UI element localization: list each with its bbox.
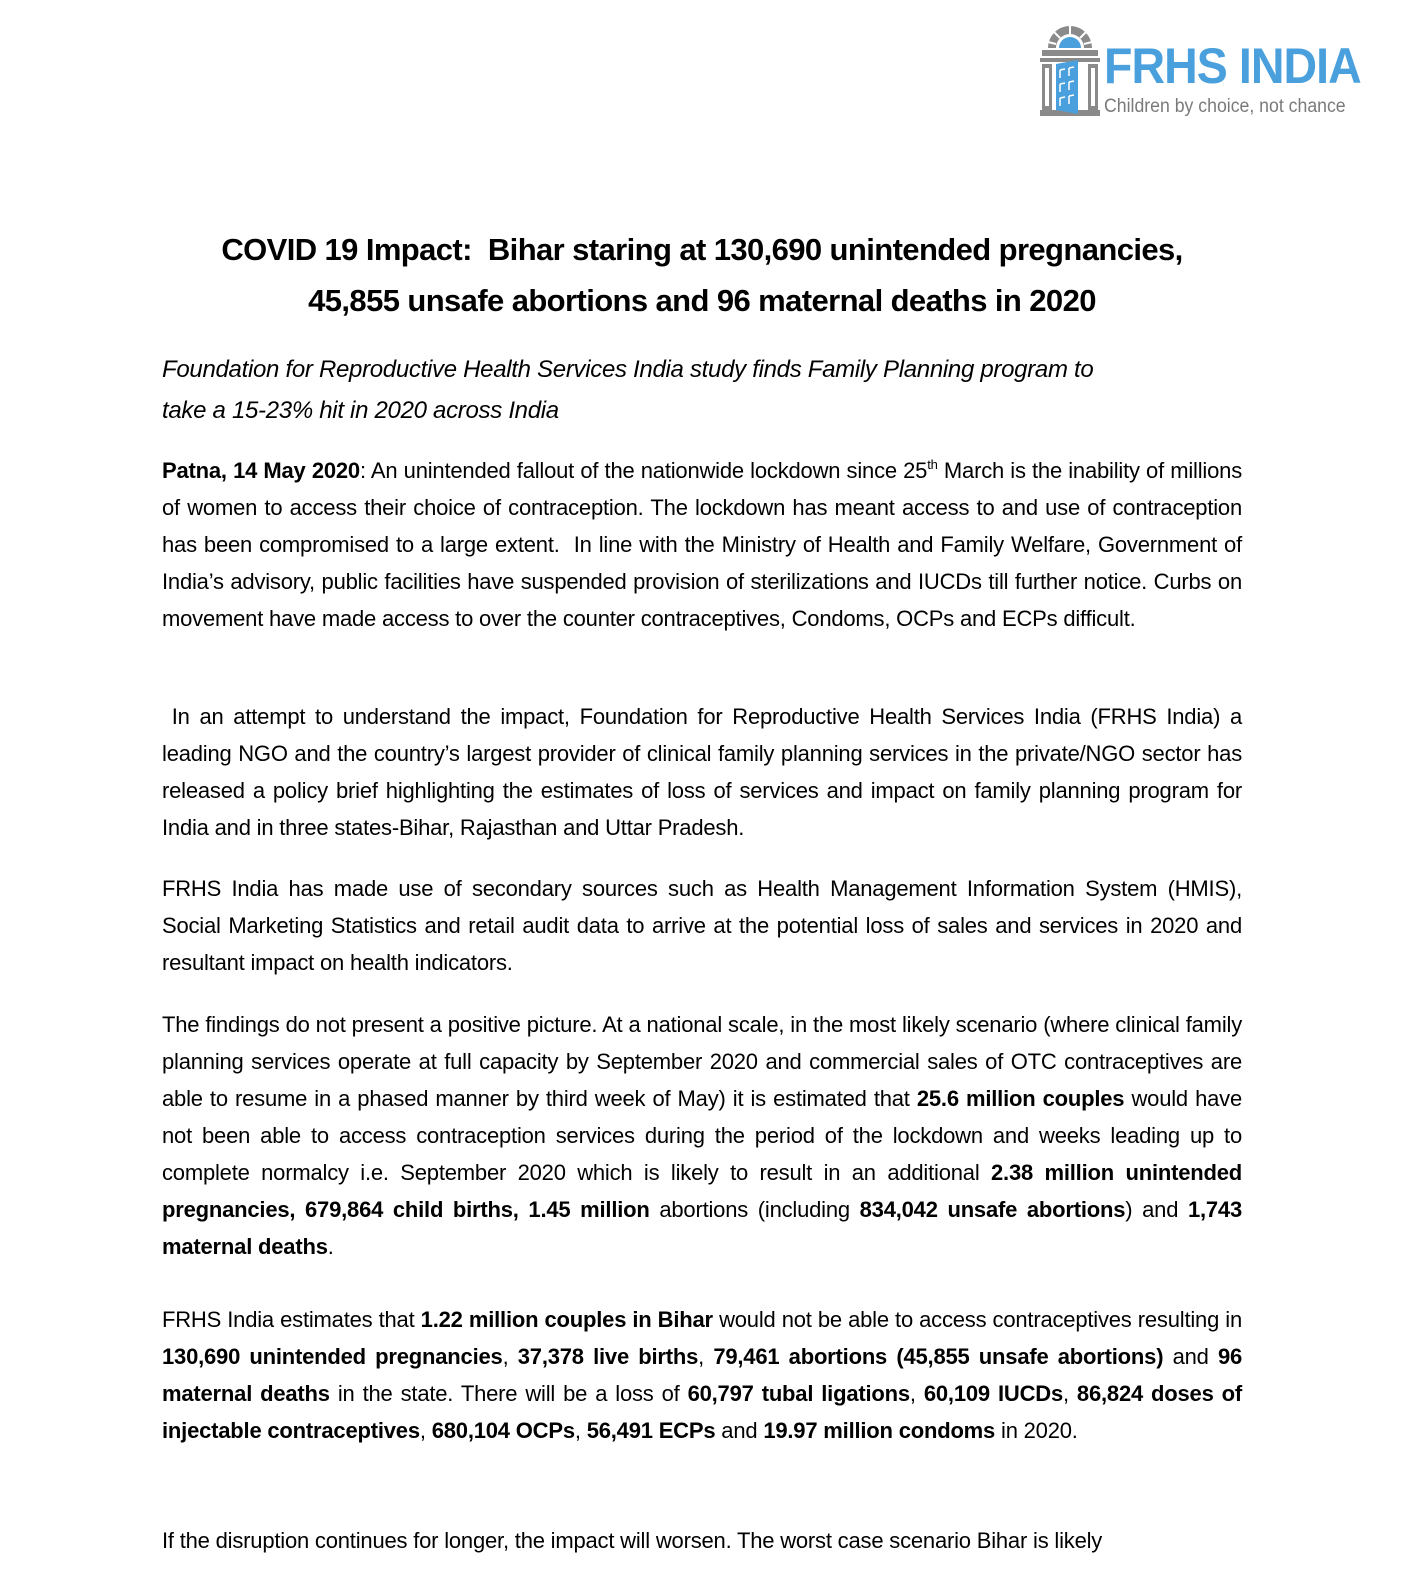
paragraph-worst-case: If the disruption continues for longer, the impact will worsen. The worst case scenario Bihar is likely [162,1528,1103,1553]
door-arch-icon [1040,24,1100,120]
subhead-line-2: take a 15-23% hit in 2020 across India [162,397,559,424]
headline-line-2: 45,855 unsafe abortions and 96 maternal deaths in 2020 [308,283,1096,318]
paragraph-lockdown-context: Patna, 14 May 2020: An unintended fallout of the nationwide lockdown since 25th March is the inability of millions of women to access their choice of contraception. The lockdown has meant access to and use of contraception has been compromised to a large extent. In line with the Ministry of Health and Family Welfare, Government of India’s advisory, public facilities have suspended provision of sterilizations and IUCDs till further notice. Curbs on movement have made access to over the counter contraceptives, Condoms, OCPs and ECPs difficult. [162,457,1248,631]
logo-tagline: Children by choice, not chance [1104,96,1346,117]
ordinal-suffix: th [927,457,938,472]
frhs-india-logo [1040,24,1360,120]
logo-name: FRHS INDIA [1104,38,1361,94]
paragraph-bihar-findings: FRHS India estimates that 1.22 million couples in Bihar would not be able to access contraceptives resulting in 130,690 unintended pregnancies, 37,378 live births, 79,461 abortions (45,855 unsafe abortions) and 96 maternal deaths in the state. There will be a loss of 60,797 tubal ligations, 60,109 IUCDs, 86,824 doses of injectable contraceptives, 680,104 OCPs, 56,491 ECPs and 19.97 million condoms in 2020. [162,1307,1243,1443]
paragraph-study-intro: In an attempt to understand the impact, Foundation for Reproductive Health Services India (FRHS India) a leading NGO and the country’s largest provider of clinical family planning services in the private/NGO sector has released a policy brief highlighting the estimates of loss of services and impact on family planning program for India and in three states-Bihar, Rajasthan and Uttar Pradesh. [162,704,1248,840]
paragraph-national-findings: The findings do not present a positive picture. At a national scale, in the most likely scenario (where clinical family planning services operate at full capacity by September 2020 and commercial sales of OTC contraceptives are able to resume in a phased manner by third week of May) it is estimated that 25.6 million couples would have not been able to access contraception services during the period of the lockdown and weeks leading up to complete normalcy i.e. September 2020 which is likely to result in an additional 2.38 million unintended pregnancies, 679,864 child births, 1.45 million abortions (including 834,042 unsafe abortions) and 1,743 maternal deaths. [162,1012,1243,1259]
paragraph-methodology: FRHS India has made use of secondary sources such as Health Management Information System (HMIS), Social Marketing Statistics and retail audit data to arrive at the potential loss of sales and services in 2020 and resultant impact on health indicators. [162,876,1242,975]
press-release-headline [162,224,1242,326]
headline-line-1: COVID 19 Impact: Bihar staring at 130,690 unintended pregnancies, [221,232,1183,267]
subhead-line-1: Foundation for Reproductive Health Services India study finds Family Planning program to [162,356,1094,383]
press-release-subheading [162,349,1242,431]
dateline: Patna, 14 May 2020 [162,458,360,483]
